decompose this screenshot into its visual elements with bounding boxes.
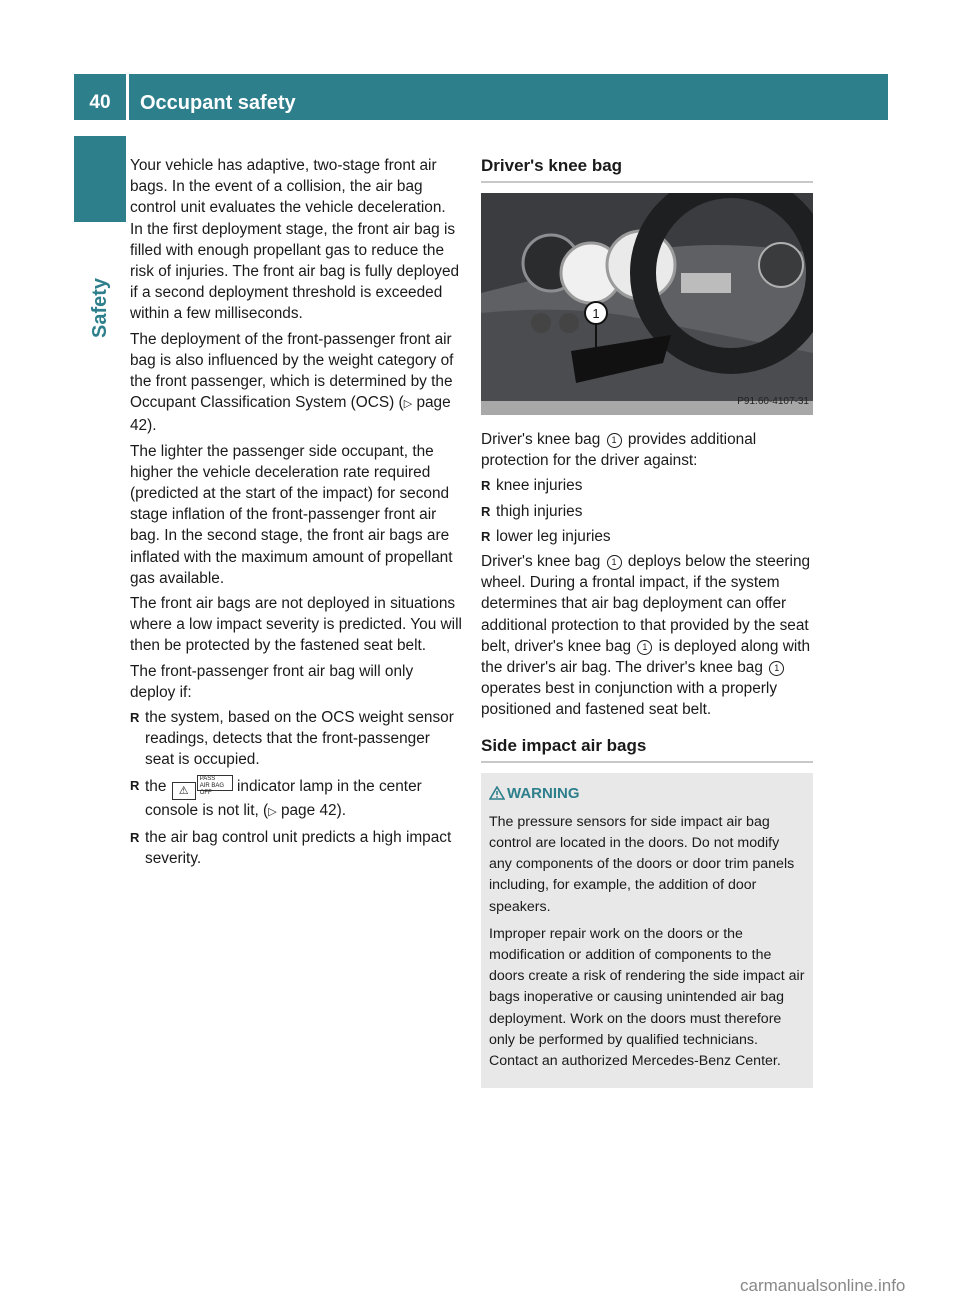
text: is deployed along with the driver's air bag. The driver's knee bag: [481, 637, 811, 677]
photo-callout-number: 1: [592, 306, 600, 321]
callout-1-icon: 1: [607, 555, 622, 570]
section-heading: Side impact air bags: [481, 735, 813, 763]
side-tab-label: Safety: [89, 277, 111, 338]
text: thigh injuries: [496, 502, 583, 520]
section-heading: Driver's knee bag: [481, 155, 813, 183]
paragraph: The front-passenger front air bag will only deploy if:: [130, 662, 414, 701]
bullet-icon: R: [130, 710, 140, 726]
bullet-icon: R: [481, 478, 491, 494]
side-tab: [74, 136, 126, 222]
warning-header: [489, 783, 805, 806]
list-item: [481, 526, 813, 547]
lamp-text: AIR BAG OFF: [199, 782, 225, 796]
right-column: [481, 155, 813, 1088]
text: ).: [336, 801, 346, 819]
bullet-icon: R: [481, 528, 491, 544]
list-item: [481, 501, 813, 522]
paragraph: The front air bags are not deployed in situations where a low impact severity is predicted. You will then be protected by the fastened seat belt.: [130, 595, 462, 655]
photo-reference-label: P91.60-4107-31: [737, 395, 809, 407]
text: knee injuries: [496, 477, 583, 495]
left-column: [130, 155, 462, 873]
warning-box: [481, 773, 813, 1089]
knee-bag-photo: [481, 193, 813, 415]
dashboard-illustration: [481, 193, 813, 415]
text: lower leg injuries: [496, 527, 611, 545]
list-item: [130, 827, 462, 869]
text: ).: [147, 417, 157, 435]
list-item: [481, 475, 813, 496]
pass-airbag-off-lamp-icon: [197, 775, 233, 796]
text: the air bag control unit predicts a high impact severity.: [145, 828, 452, 868]
lamp-text: PASS: [199, 775, 216, 782]
warning-paragraph: The pressure sensors for side impact air bag control are located in the doors. Do not modify any components of the doors or door trim panels including, for example, the addition of door speakers.: [489, 813, 795, 915]
warning-triangle-icon: [489, 785, 507, 806]
callout-1-icon: 1: [637, 640, 652, 655]
bullet-icon: R: [130, 829, 140, 845]
watermark: carmanualsonline.info: [740, 1276, 906, 1295]
bullet-icon: R: [130, 777, 140, 793]
callout-1-icon: 1: [607, 433, 622, 448]
text: Driver's knee bag: [481, 553, 601, 571]
text: provides additional protection for the driver against:: [481, 431, 757, 470]
list-item: [130, 775, 462, 823]
callout-1-icon: 1: [769, 661, 784, 676]
warning-paragraph: Improper repair work on the doors or the modification or addition of components to the doors create a risk of rendering the side impact air bags inoperative or causing unintended air bag deployment. Work on the doors must therefore only be performed by qualified technicians. Contact an authorized Mercedes-Benz Center.: [489, 925, 805, 1070]
text: operates best in conjunction with a properly positioned and fastened seat belt.: [481, 680, 778, 719]
passenger-airbag-off-icon: ⚠: [172, 782, 196, 800]
list-item: [130, 707, 462, 771]
bullet-icon: R: [481, 503, 491, 519]
text: the: [145, 777, 167, 795]
paragraph: [481, 429, 813, 471]
page-ref-link[interactable]: page 42: [130, 394, 451, 435]
page-ref-arrow-icon: ▷: [403, 398, 413, 411]
paragraph: Your vehicle has adaptive, two-stage front air bags. In the event of a collision, the air bag control unit evaluates the vehicle deceleration. In the first deployment stage, the front air bag is filled with enough propellant gas to reduce the risk of injuries. The front air bag is fully deployed if a second deployment threshold is exceeded within a few milliseconds.: [130, 157, 460, 323]
text: the system, based on the OCS weight sensor readings, detects that the front-passenger seat is occupied.: [145, 709, 454, 769]
warning-title: WARNING: [507, 784, 580, 802]
header-divider: [126, 74, 129, 120]
page-number: 40: [89, 92, 111, 113]
page-ref-arrow-icon: ▷: [268, 805, 277, 818]
text: The deployment of the front-passenger front air bag is also influenced by the weight category of the front passenger, which is determined by the Occupant Classification System (OCS) (: [130, 330, 454, 412]
text: indicator lamp in the center console is not lit, (: [145, 777, 422, 819]
text: deploys below the steering wheel. During a frontal impact, if the system determines that air bag deployment can offer additional protection to that provided by the seat belt, driver's knee bag: [481, 553, 811, 655]
page-title: Occupant safety: [140, 92, 296, 114]
paragraph: [130, 329, 462, 437]
paragraph: [481, 551, 813, 721]
text: Driver's knee bag: [481, 431, 601, 448]
page-ref-link[interactable]: page 42: [280, 801, 337, 819]
paragraph: The lighter the passenger side occupant, the higher the vehicle deceleration rate required (predicted at the start of the impact) for second stage inflation of the front-passenger front air bag. In the second stage, the front air bags are inflated with the maximum amount of propellant gas available.: [130, 442, 453, 587]
